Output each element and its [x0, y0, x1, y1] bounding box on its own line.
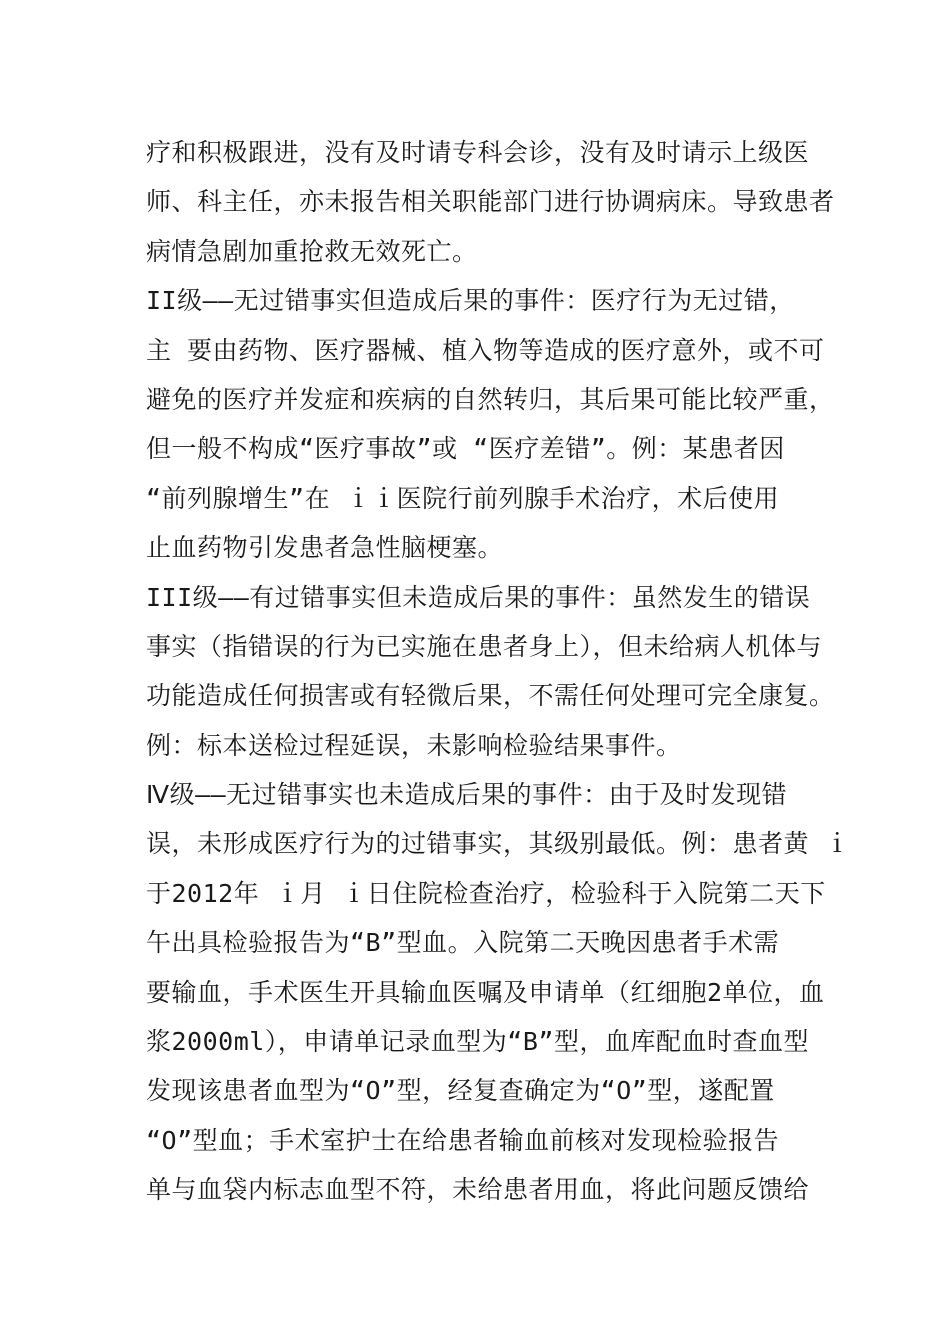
text-line: 功能造成任何损害或有轻微后果，不需任何处理可完全康复。 [146, 681, 835, 711]
text-line: 发现该患者血型为“O”型，经复查确定为“O”型，遂配置 [146, 1076, 775, 1106]
text-line: 浆2000ml），申请单记录血型为“B”型，血库配血时查血型 [146, 1027, 809, 1057]
text-line: 避免的医疗并发症和疾病的自然转归，其后果可能比较严重， [146, 384, 835, 414]
text-line: 午出具检验报告为“B”型血。入院第二天晚因患者手术需 [146, 928, 780, 958]
text-line: 病情急剧加重抢救无效死亡。 [146, 236, 478, 266]
text-line: 疗和积极跟进，没有及时请专科会诊，没有及时请示上级医 [146, 138, 810, 167]
text-line: “O”型血；手术室护士在给患者输血前核对发现检验报告 [146, 1125, 780, 1155]
text-line: 于2012年 ｉ月 ｉ日住院检查治疗，检验科于入院第二天下 [146, 878, 826, 908]
text-line: 误，未形成医疗行为的过错事实，其级别最低。例：患者黄 ｉ [146, 829, 851, 859]
text-line: 事实（指错误的行为已实施在患者身上），但未给病人机体与 [146, 631, 823, 661]
text-line: 止血药物引发患者急性脑梗塞。 [146, 533, 504, 563]
text-line: II级——无过错事实但造成后果的事件：医疗行为无过错， [146, 286, 795, 316]
text-line: 要输血，手术医生开具输血医嘱及申请单（红细胞2单位，血 [146, 977, 825, 1007]
text-line: 单与血袋内标志血型不符，未给患者用血，将此问题反馈给 [146, 1175, 810, 1205]
text-line: 师、科主任，亦未报告相关职能部门进行协调病床。导致患者 [146, 187, 835, 217]
text-line: Ⅳ级——无过错事实也未造成后果的事件：由于及时发现错 [146, 780, 788, 810]
text-line: III级——有过错事实但未造成后果的事件：虽然发生的错误 [146, 582, 811, 612]
text-line: “前列腺增生”在 ｉｉ医院行前列腺手术治疗，术后使用 [146, 483, 780, 513]
text-line: 例：标本送检过程延误，未影响检验结果事件。 [146, 730, 682, 760]
text-line: 但一般不构成“医疗事故”或 “医疗差错”。例：某患者因 [146, 434, 785, 464]
text-line: 主 要由药物、医疗器械、植入物等造成的医疗意外，或不可 [146, 335, 825, 365]
document-body [146, 128, 851, 1215]
